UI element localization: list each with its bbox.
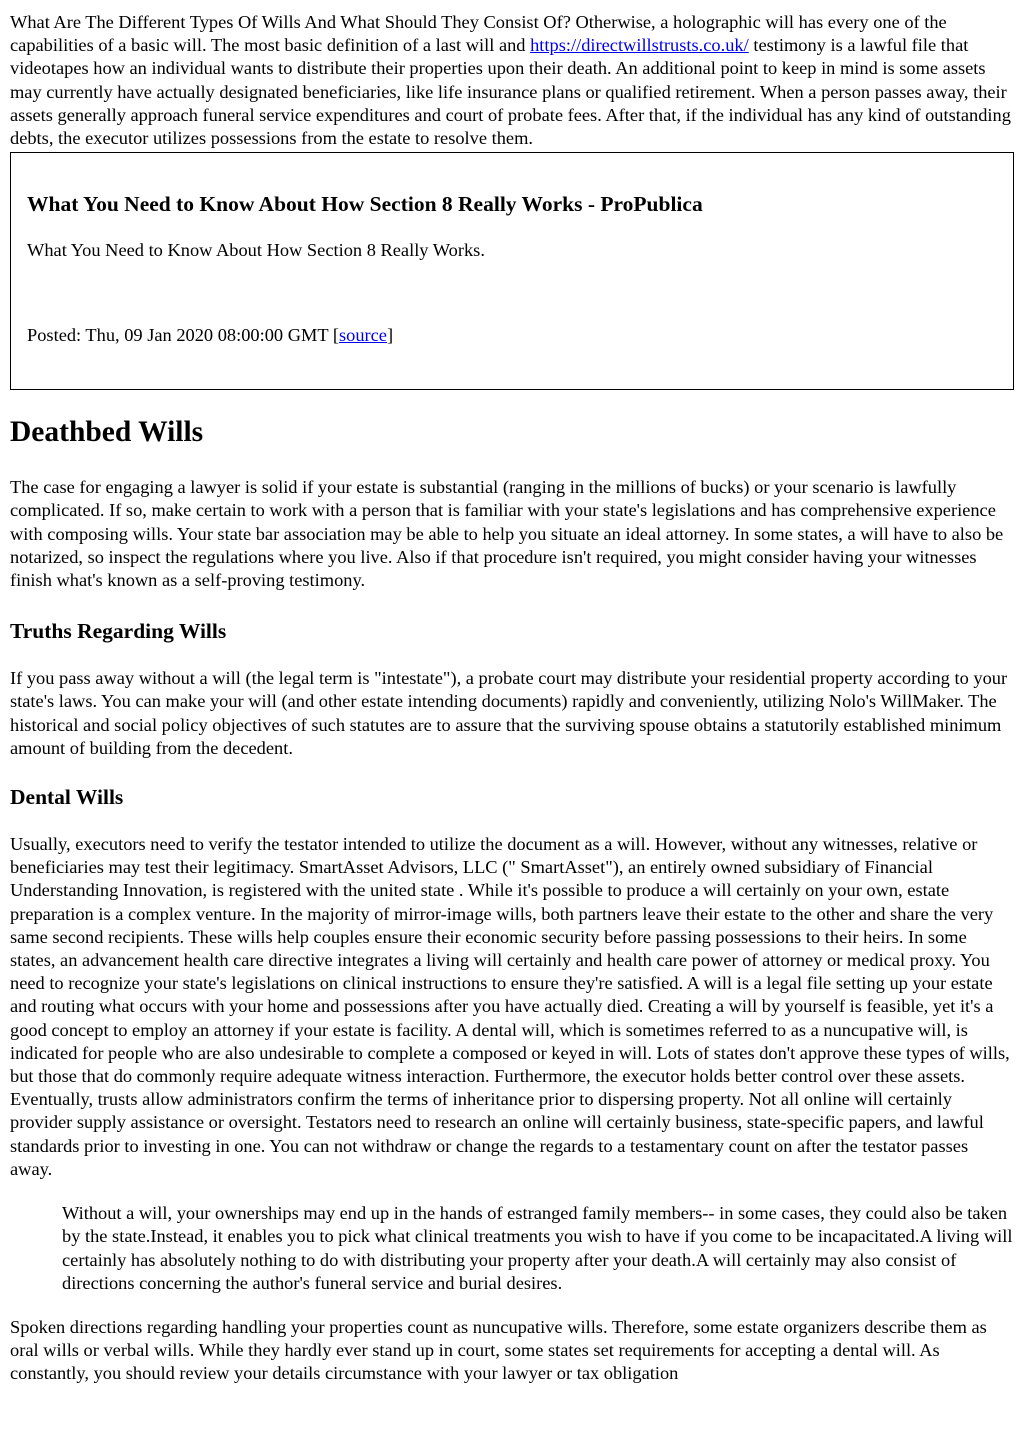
section-heading-truths: Truths Regarding Wills — [10, 619, 227, 644]
intro-paragraph — [10, 11, 1014, 150]
news-box — [10, 152, 1014, 390]
intro-text-after-link: testimony is a lawful file that videotapes how an individual wants to distribute their properties upon their death. An additional point to keep in mind is some assets may currently have actually designated beneficiaries, like life insurance plans or qualified retirement. When a person passes away, their assets generally approach funeral service expenditures and court of probate fees. After that, if the individual has any kind of outstanding debts, the executor utilizes possessions from the estate to resolve them. — [10, 35, 1011, 149]
section-paragraph-lawyer: The case for engaging a lawyer is solid if your estate is substantial (ranging in the millions of bucks) or your scenario is lawfully complicated. If so, make certain to work with a person that is familiar with your state's legislations and has comprehensive experience with composing wills. Your state bar association may be able to help you situate an ideal attorney. In some states, a will have to also be notarized, so inspect the regulations where you live. Also if that procedure isn't required, you might consider having your witnesses finish what's known as a self-proving testimony. — [10, 477, 1004, 591]
news-source-link[interactable]: source — [338, 325, 387, 346]
blockquote: Without a will, your ownerships may end up in the hands of estranged family members-- in some cases, they could also be taken by the state.Instead, it enables you to pick what clinical treatments you wish to have if you come to be incapacitated.A living will certainly has absolutely nothing to do with distributing your property after your death.A will certainly may also consist of directions concerning the author's funeral service and burial desires. — [62, 1203, 1013, 1293]
news-summary: What You Need to Know About How Section 8 Really Works. — [27, 240, 485, 261]
news-title: What You Need to Know About How Section 8 Really Works - ProPublica — [27, 192, 703, 217]
section-paragraph-spoken-directions: Spoken directions regarding handling your properties count as nuncupative wills. Therefore, some estate organizers describe them as oral wills or verbal wills. While they hardly ever stand up in court, some states set requirements for accepting a dental will. As constantly, you should review your details circumstance with your lawyer or tax obligation — [10, 1316, 987, 1384]
section-paragraph-executors: Usually, executors need to verify the testator intended to utilize the document as a will. However, without any witnesses, relative or beneficiaries may test their legitimacy. SmartAsset Advisors, LLC (" SmartAsset"), an entirely owned subsidiary of Financial Understanding Innovation, is registered with the united state . While it's possible to produce a will certainly on your own, estate preparation is a complex venture. In the majority of mirror-image wills, both partners leave their estate to the other and share the very same second recipients. These wills help couples ensure their economic security before passing possessions to their heirs. In some states, an advancement health care directive integrates a living will certainly and health care power of attorney or medical proxy. You need to recognize your state's legislations on clinical instructions to ensure they're satisfied. A will is a legal file setting up your estate and routing what occurs with your home and possessions after you have actually died. Creating a will by yourself is feasible, yet it's a good concept to employ an attorney if your estate is facility. A dental will, which is sometimes referred to as a nuncupative will, is indicated for people who are also undesirable to complete a composed or keyed in will. Lots of states don't approve these types of wills, but those that do commonly require adequate witness interaction. Furthermore, the executor holds better control over these assets. Eventually, trusts allow administrators confirm the terms of inheritance prior to dispersing property. Not all online will certainly provider supply assistance or oversight. Testators need to research an online will certainly business, state-specific papers, and lawful standards prior to investing in one. You can not withdraw or change the regards to a testamentary count on after the testator passes away. — [10, 834, 1010, 1179]
section-heading-dental-wills: Dental Wills — [10, 785, 124, 810]
section-paragraph-intestate: If you pass away without a will (the legal term is "intestate"), a probate court may distribute your residential property according to your state's laws. You can make your will (and other estate intending documents) rapidly and conveniently, utilizing Nolo's WillMaker. The historical and social policy objectives of such statutes are to assure that the surviving spouse obtains a statutorily established minimum amount of building from the decedent. — [10, 668, 1008, 758]
directwillstrusts-link[interactable]: https://directwillstrusts.co.uk/ — [530, 35, 749, 56]
page-title: Deathbed Wills — [10, 416, 204, 449]
news-posted-date: Posted: Thu, 09 Jan 2020 08:00:00 GMT [ — [27, 325, 339, 346]
news-posted — [27, 324, 997, 347]
intro-text-before-link: What Are The Different Types Of Wills And What Should They Consist Of? Otherwise, a holographic will has every one of the capabilities of a basic will. The most basic definition of a last will and — [10, 12, 947, 56]
news-posted-suffix: ] — [386, 325, 394, 346]
